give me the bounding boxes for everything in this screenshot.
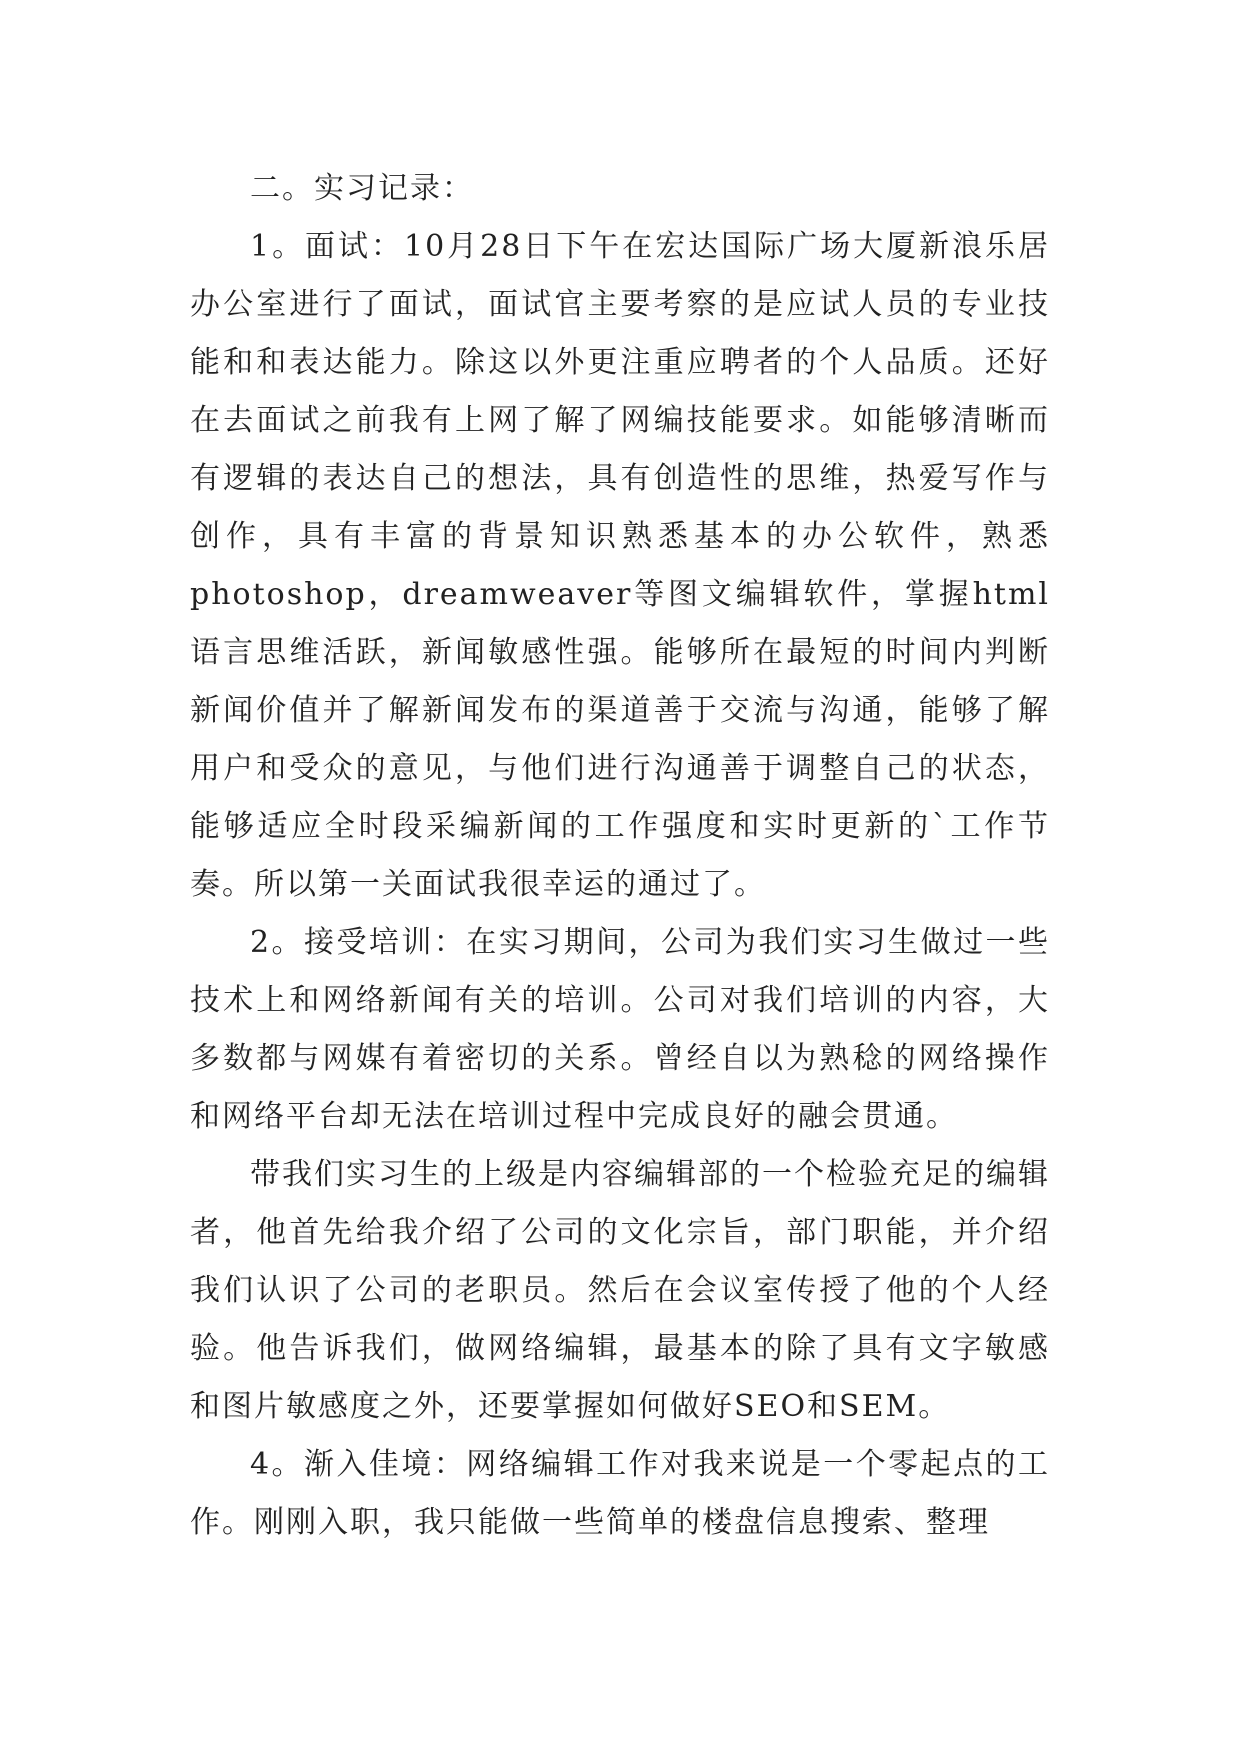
section-heading: 二。实习记录： <box>250 171 474 206</box>
paragraph-supervisor: 带我们实习生的上级是内容编辑部的一个检验充足的编辑者，他首先给我介绍了公司的文化宗旨，部门职能，并介绍我们认识了公司的老职员。然后在会议室传授了他的个人经验。他告诉我们，做网络编辑，最基本的除了具有文字敏感和图片敏感度之外，还要掌握如何做好SEO和SEM。 <box>190 1157 1050 1424</box>
paragraph-training: 2。接受培训：在实习期间，公司为我们实习生做过一些技术上和网络新闻有关的培训。公司对我们培训的内容，大多数都与网媒有着密切的关系。曾经自以为熟稔的网络操作和网络平台却无法在培训过程中完成良好的融会贯通。 <box>190 925 1050 1134</box>
paragraph-interview: 1。面试：10月28日下午在宏达国际广场大厦新浪乐居办公室进行了面试，面试官主要考察的是应试人员的专业技能和和表达能力。除这以外更注重应聘者的个人品质。还好在去面试之前我有上网了解了网编技能要求。如能够清晰而有逻辑的表达自己的想法，具有创造性的思维，热爱写作与创作，具有丰富的背景知识熟悉基本的办公软件，熟悉photoshop，dreamweaver等图文编辑软件，掌握html语言思维活跃，新闻敏感性强。能够所在最短的时间内判断新闻价值并了解新闻发布的渠道善于交流与沟通，能够了解用户和受众的意见，与他们进行沟通善于调整自己的状态，能够适应全时段采编新闻的工作强度和实时更新的`工作节奏。所以第一关面试我很幸运的通过了。 <box>190 229 1050 902</box>
document-body <box>190 160 1050 1552</box>
paragraph-progress: 4。渐入佳境：网络编辑工作对我来说是一个零起点的工作。刚刚入职，我只能做一些简单的楼盘信息搜索、整理 <box>190 1447 1050 1540</box>
